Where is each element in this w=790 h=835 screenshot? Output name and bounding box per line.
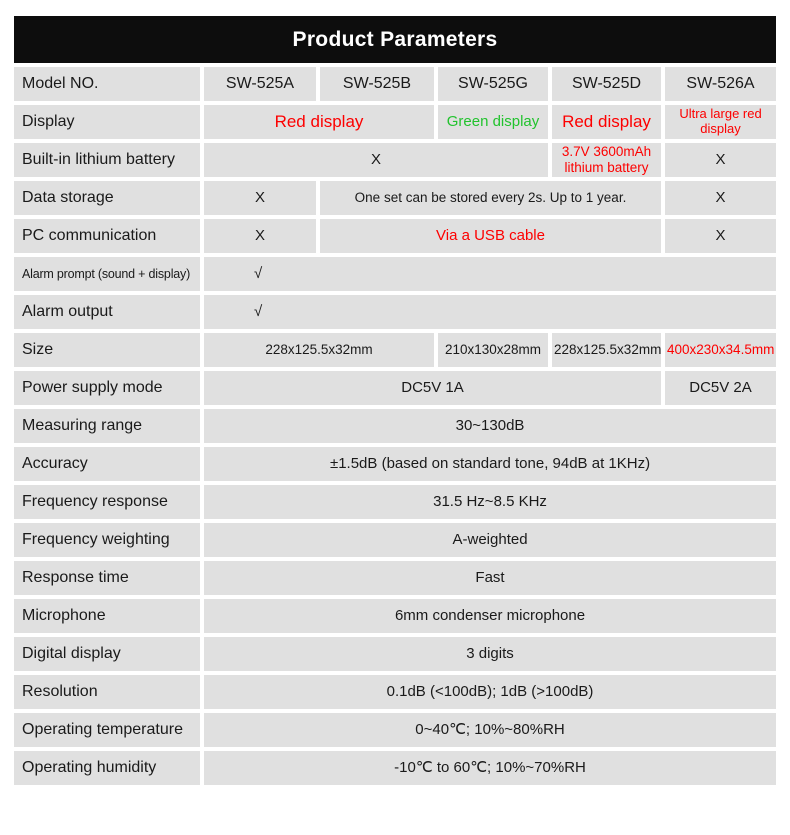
row-accuracy bbox=[14, 447, 776, 481]
value-size-525ab: 228x125.5x32mm bbox=[204, 333, 434, 367]
value-operating-humidity: -10℃ to 60℃; 10%~70%RH bbox=[204, 751, 776, 785]
value-model-sw525g: SW-525G bbox=[438, 67, 548, 101]
label-accuracy: Accuracy bbox=[14, 447, 200, 481]
value-pc-525a: X bbox=[204, 219, 316, 253]
label-frequency-response: Frequency response bbox=[14, 485, 200, 519]
label-model-no: Model NO. bbox=[14, 67, 200, 101]
value-size-526a: 400x230x34.5mm bbox=[665, 333, 776, 367]
value-resolution: 0.1dB (<100dB); 1dB (>100dB) bbox=[204, 675, 776, 709]
row-power-supply bbox=[14, 371, 776, 405]
label-measuring-range: Measuring range bbox=[14, 409, 200, 443]
row-alarm-output bbox=[14, 295, 776, 329]
row-operating-temperature bbox=[14, 713, 776, 747]
row-model-no bbox=[14, 67, 776, 101]
value-battery-525d: 3.7V 3600mAh lithium battery bbox=[552, 143, 661, 177]
value-microphone: 6mm condenser microphone bbox=[204, 599, 776, 633]
value-accuracy: ±1.5dB (based on standard tone, 94dB at 1KHz) bbox=[204, 447, 776, 481]
label-power-supply: Power supply mode bbox=[14, 371, 200, 405]
value-size-525d: 228x125.5x32mm bbox=[552, 333, 661, 367]
label-resolution: Resolution bbox=[14, 675, 200, 709]
row-microphone bbox=[14, 599, 776, 633]
label-size: Size bbox=[14, 333, 200, 367]
value-response-time: Fast bbox=[204, 561, 776, 595]
row-data-storage bbox=[14, 181, 776, 215]
value-pc-bgd: Via a USB cable bbox=[320, 219, 661, 253]
value-power-abgd: DC5V 1A bbox=[204, 371, 661, 405]
row-measuring-range bbox=[14, 409, 776, 443]
label-alarm-output: Alarm output bbox=[14, 295, 200, 329]
value-battery-526a: X bbox=[665, 143, 776, 177]
value-alarm-prompt: √ bbox=[204, 257, 776, 291]
value-display-525ab: Red display bbox=[204, 105, 434, 139]
row-operating-humidity bbox=[14, 751, 776, 785]
row-frequency-response bbox=[14, 485, 776, 519]
value-size-525g: 210x130x28mm bbox=[438, 333, 548, 367]
row-alarm-prompt bbox=[14, 257, 776, 291]
label-display: Display bbox=[14, 105, 200, 139]
value-measuring-range: 30~130dB bbox=[204, 409, 776, 443]
value-digital-display: 3 digits bbox=[204, 637, 776, 671]
value-storage-525a: X bbox=[204, 181, 316, 215]
label-operating-temperature: Operating temperature bbox=[14, 713, 200, 747]
title-row bbox=[14, 16, 776, 63]
value-model-sw526a: SW-526A bbox=[665, 67, 776, 101]
row-digital-display bbox=[14, 637, 776, 671]
row-pc-communication bbox=[14, 219, 776, 253]
value-frequency-weighting: A-weighted bbox=[204, 523, 776, 557]
value-display-525d: Red display bbox=[552, 105, 661, 139]
value-model-sw525a: SW-525A bbox=[204, 67, 316, 101]
label-operating-humidity: Operating humidity bbox=[14, 751, 200, 785]
value-alarm-output: √ bbox=[204, 295, 776, 329]
row-response-time bbox=[14, 561, 776, 595]
label-data-storage: Data storage bbox=[14, 181, 200, 215]
value-pc-526a: X bbox=[665, 219, 776, 253]
row-battery bbox=[14, 143, 776, 177]
value-frequency-response: 31.5 Hz~8.5 KHz bbox=[204, 485, 776, 519]
label-microphone: Microphone bbox=[14, 599, 200, 633]
label-digital-display: Digital display bbox=[14, 637, 200, 671]
row-display bbox=[14, 105, 776, 139]
value-model-sw525b: SW-525B bbox=[320, 67, 434, 101]
product-parameters-table bbox=[10, 12, 780, 789]
value-battery-abg: X bbox=[204, 143, 548, 177]
row-frequency-weighting bbox=[14, 523, 776, 557]
value-operating-temperature: 0~40℃; 10%~80%RH bbox=[204, 713, 776, 747]
page-title: Product Parameters bbox=[14, 16, 776, 63]
value-display-525g: Green display bbox=[438, 105, 548, 139]
label-alarm-prompt: Alarm prompt (sound + display) bbox=[14, 257, 200, 291]
value-storage-526a: X bbox=[665, 181, 776, 215]
label-frequency-weighting: Frequency weighting bbox=[14, 523, 200, 557]
label-response-time: Response time bbox=[14, 561, 200, 595]
label-battery: Built-in lithium battery bbox=[14, 143, 200, 177]
label-pc-communication: PC communication bbox=[14, 219, 200, 253]
value-storage-bgd: One set can be stored every 2s. Up to 1 year. bbox=[320, 181, 661, 215]
value-power-526a: DC5V 2A bbox=[665, 371, 776, 405]
value-display-526a: Ultra large red display bbox=[665, 105, 776, 139]
row-size bbox=[14, 333, 776, 367]
row-resolution bbox=[14, 675, 776, 709]
value-model-sw525d: SW-525D bbox=[552, 67, 661, 101]
